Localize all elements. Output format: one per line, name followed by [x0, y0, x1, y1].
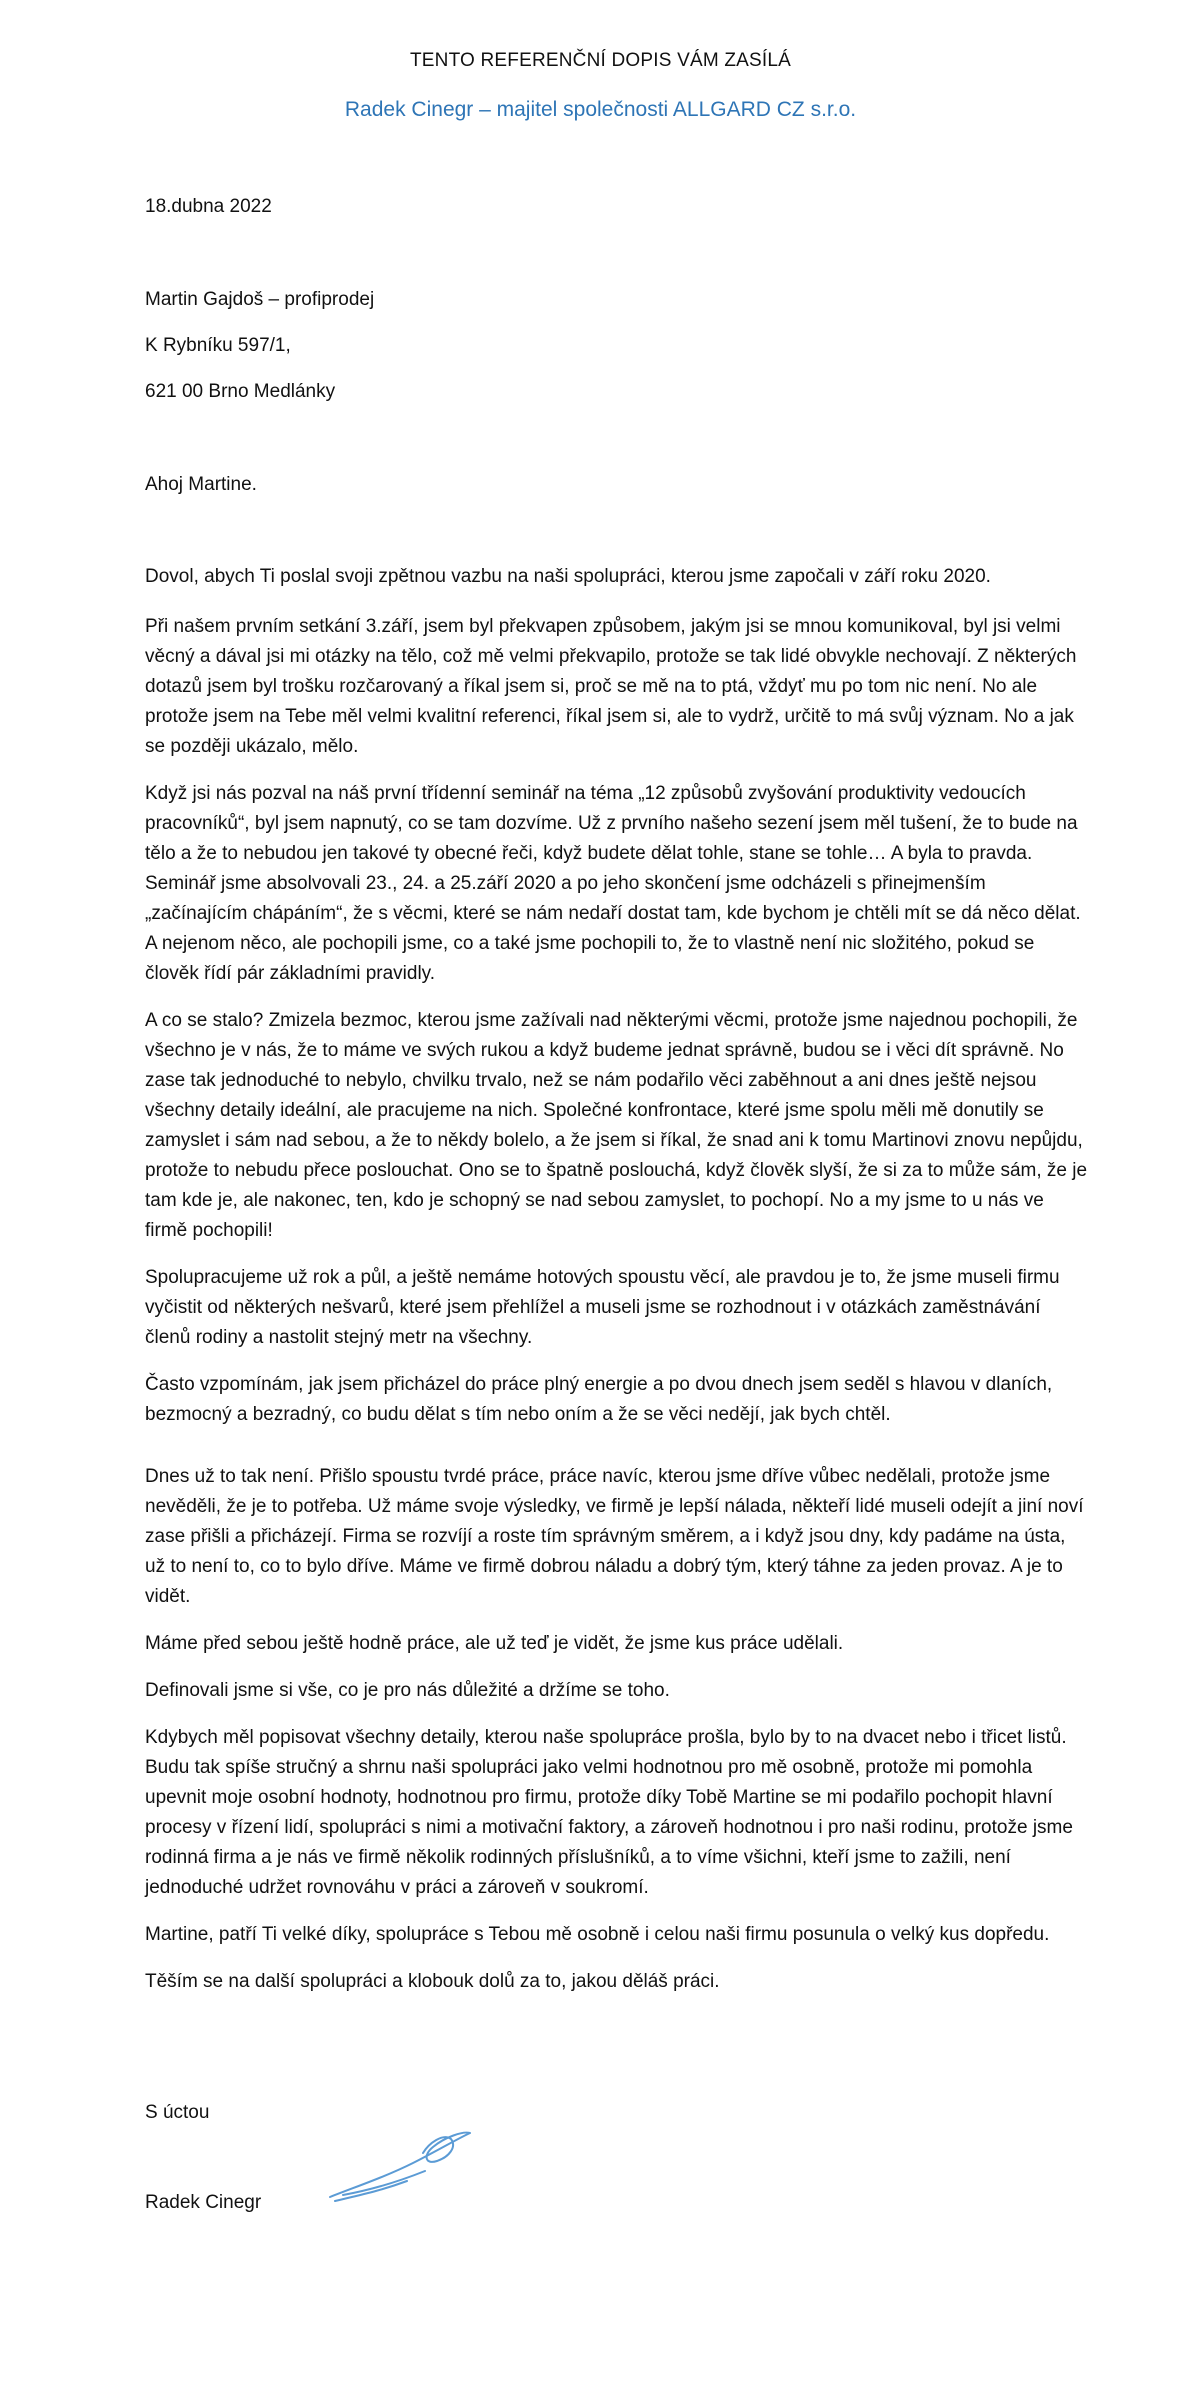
- paragraph: Spolupracujeme už rok a půl, a ještě nemáme hotových spoustu věcí, ale pravdou je to, že jsme museli firmu vyčistit od některých nešvarů, které jsem přehlížel a museli jsme se rozhodnout i v otázkách zaměstnávání členů rodiny a nastolit stejný metr na všechny.: [145, 1267, 1060, 1348]
- letter-greeting: Ahoj Martine.: [145, 474, 257, 495]
- paragraph: Máme před sebou ještě hodně práce, ale už teď je vidět, že jsme kus práce udělali.: [145, 1633, 844, 1654]
- paragraph: Definovali jsme si vše, co je pro nás důležité a držíme se toho.: [145, 1680, 670, 1701]
- signer-name: Radek Cinegr: [145, 2192, 262, 2213]
- paragraph: Těším se na další spolupráci a klobouk dolů za to, jakou děláš práci.: [145, 1971, 720, 1992]
- paragraph: Martine, patří Ti velké díky, spolupráce s Tebou mě osobně i celou naši firmu posunula o velký kus dopředu.: [145, 1924, 1050, 1945]
- paragraph: Kdybych měl popisovat všechny detaily, kterou naše spolupráce prošla, bylo by to na dvacet nebo i třicet listů. Budu tak spíše stručný a shrnu naši spolupráci jako velmi hodnotnou pro mě osobně, protože mi pomohla upevnit moje osobní hodnoty, hodnotnou pro firmu, protože díky Tobě Martine se mi podařilo pochopit hlavní procesy v řízení lidí, spolupráci s nimi a motivační faktory, a zároveň hodnotnou i pro naši rodinu, protože jsme rodinná firma a je nás ve firmě několik rodinných příslušníků, a to víme všichni, kteří jsme to zažili, není jednoduché udržet rovnováhu v práci a zároveň v soukromí.: [145, 1727, 1073, 1898]
- header-sender: Radek Cinegr – majitel společnosti ALLGARD CZ s.r.o.: [344, 98, 857, 121]
- paragraph: Dovol, abych Ti poslal svoji zpětnou vazbu na naši spolupráci, kterou jsme započali v září roku 2020.: [145, 566, 991, 587]
- letter-body: [145, 562, 1090, 2014]
- header-title: TENTO REFERENČNÍ DOPIS VÁM ZASÍLÁ: [409, 50, 792, 71]
- paragraph: Při našem prvním setkání 3.září, jsem byl překvapen způsobem, jakým jsi se mnou komunikoval, byl jsi velmi věcný a dával jsi mi otázky na tělo, což mě velmi překvapilo, protože se tak lidé obvykle nechovají. Z některých dotazů jsem byl trošku rozčarovaný a říkal jsem si, proč se mě na to ptá, vždyť mu po tom nic není. No ale protože jsem na Tebe měl velmi kvalitní referenci, říkal jsem si, ale to vydrž, určitě to má svůj význam. No a jak se později ukázalo, mělo.: [145, 616, 1077, 757]
- recipient-name: Martin Gajdoš – profiprodej: [145, 289, 375, 310]
- paragraph: A co se stalo? Zmizela bezmoc, kterou jsme zažívali nad některými věcmi, protože jsme najednou pochopili, že všechno je v nás, že to máme ve svých rukou a když budeme jednat správně, budou se i věci dít správně. No zase tak jednoduché to nebylo, chvilku trvalo, než se nám podařilo věci zaběhnout a ani dnes ještě nejsou všechny detaily ideální, ale pracujeme na nich. Společné konfrontace, které jsme spolu měli mě donutily se zamyslet i sám nad sebou, a že to někdy bolelo, a že jsem si říkal, že snad ani k tomu Martinovi znovu nepůjdu, protože to nebudu přece poslouchat. Ono se to špatně poslouchá, když člověk slyší, že si za to může sám, že je tam kde je, ale nakonec, ten, kdo je schopný se nad sebou zamyslet, to pochopí. No a my jsme to u nás ve firmě pochopili!: [145, 1010, 1088, 1241]
- recipient-city: 621 00 Brno Medlánky: [145, 381, 336, 402]
- letter-date: 18.dubna 2022: [145, 196, 272, 217]
- recipient-street: K Rybníku 597/1,: [145, 335, 291, 356]
- paragraph: Často vzpomínám, jak jsem přicházel do práce plný energie a po dvou dnech jsem seděl s hlavou v dlaních, bezmocný a bezradný, co budu dělat s tím nebo oním a že se věci nedějí, jak bych chtěl.: [145, 1374, 1053, 1425]
- paragraph: Dnes už to tak není. Přišlo spoustu tvrdé práce, práce navíc, kterou jsme dříve vůbec nedělali, protože jsme nevěděli, že je to potřeba. Už máme svoje výsledky, ve firmě je lepší nálada, někteří lidé museli odejít a jiní noví zase přišli a přicházejí. Firma se rozvíjí a roste tím správným směrem, a i když jsou dny, kdy padáme na ústa, už to není to, co to bylo dříve. Máme ve firmě dobrou náladu a dobrý tým, který táhne za jeden provaz. A je to vidět.: [145, 1466, 1084, 1607]
- letter-closing: S úctou: [145, 2102, 210, 2123]
- paragraph: Když jsi nás pozval na náš první třídenní seminář na téma „12 způsobů zvyšování produktivity vedoucích pracovníků“, byl jsem napnutý, co se tam dozvíme. Už z prvního našeho sezení jsem měl tušení, že to bude na tělo a že to nebudou jen takové ty obecné řeči, když budete dělat tohle, stane se tohle… A byla to pravda. Seminář jsme absolvovali 23., 24. a 25.září 2020 a po jeho skončení jsme odcházeli s přinejmenším „začínajícím chápáním“, že s věcmi, které se nám nedaří dostat tam, kde bychom je chtěli mít se dá něco dělat. A nejenom něco, ale pochopili jsme, co a také jsme pochopili to, že to vlastně není nic složitého, pokud se člověk řídí pár základními pravidly.: [145, 783, 1081, 984]
